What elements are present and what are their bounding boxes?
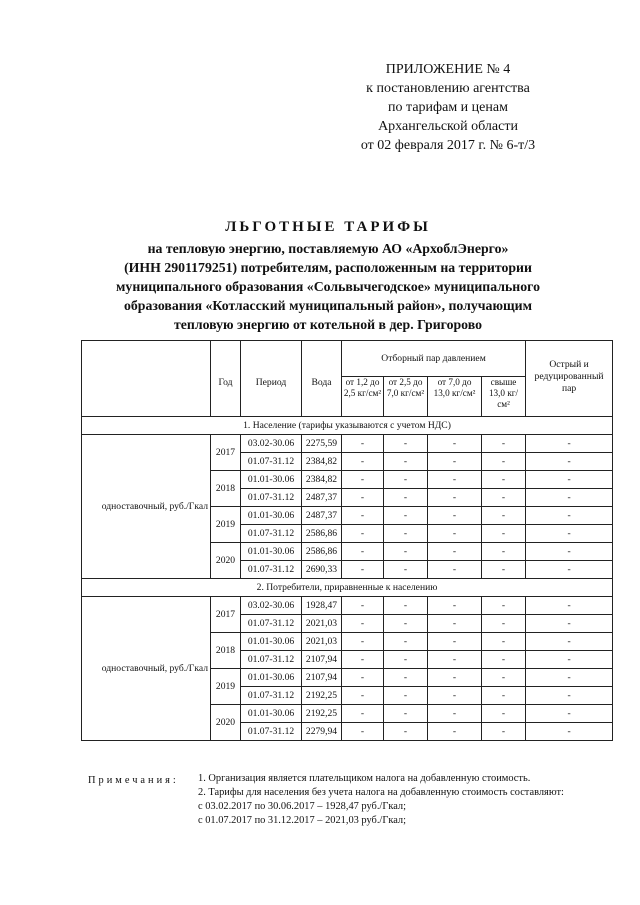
dash-cell: - <box>342 525 384 543</box>
notes-label: Примечания: <box>88 775 179 786</box>
dash-cell: - <box>428 471 482 489</box>
year-cell: 2018 <box>211 471 241 507</box>
dash-cell: - <box>482 687 526 705</box>
dash-cell: - <box>526 435 613 453</box>
dash-cell: - <box>384 453 428 471</box>
title-line: муниципального образования «Сольвычегодское» муниципального <box>116 279 540 294</box>
water-tariff-cell: 1928,47 <box>302 597 342 615</box>
dash-cell: - <box>526 543 613 561</box>
water-tariff-cell: 2275,59 <box>302 435 342 453</box>
dash-cell: - <box>428 489 482 507</box>
dash-cell: - <box>428 615 482 633</box>
dash-cell: - <box>482 723 526 741</box>
title-line: образования «Котласский муниципальный район», получающим <box>123 298 532 313</box>
header-steam: Отборный пар давлением <box>342 341 526 377</box>
water-tariff-cell: 2586,86 <box>302 525 342 543</box>
note-item: с 01.07.2017 по 31.12.2017 – 2021,03 руб./Гкал; <box>198 815 406 826</box>
row-label: одноставочный, руб./Гкал <box>82 435 211 579</box>
dash-cell: - <box>482 705 526 723</box>
period-cell: 01.07-31.12 <box>241 687 302 705</box>
note-item: с 03.02.2017 по 30.06.2017 – 1928,47 руб./Гкал; <box>198 801 406 812</box>
dash-cell: - <box>526 723 613 741</box>
dash-cell: - <box>526 615 613 633</box>
dash-cell: - <box>342 651 384 669</box>
dash-cell: - <box>428 633 482 651</box>
appendix-header <box>328 60 568 155</box>
water-tariff-cell: 2384,82 <box>302 453 342 471</box>
water-tariff-cell: 2487,37 <box>302 507 342 525</box>
dash-cell: - <box>384 651 428 669</box>
dash-cell: - <box>526 561 613 579</box>
dash-cell: - <box>526 471 613 489</box>
dash-cell: - <box>428 597 482 615</box>
dash-cell: - <box>482 633 526 651</box>
dash-cell: - <box>526 633 613 651</box>
dash-cell: - <box>384 705 428 723</box>
header-sharp-steam: Острый и редуцированный пар <box>526 341 613 417</box>
dash-cell: - <box>342 561 384 579</box>
dash-cell: - <box>526 705 613 723</box>
table-row <box>82 435 613 453</box>
dash-cell: - <box>428 453 482 471</box>
period-cell: 01.07-31.12 <box>241 723 302 741</box>
dash-cell: - <box>384 669 428 687</box>
water-tariff-cell: 2586,86 <box>302 543 342 561</box>
period-cell: 03.02-30.06 <box>241 597 302 615</box>
header-period: Период <box>241 341 302 417</box>
appendix-number: ПРИЛОЖЕНИЕ № 4 <box>385 62 511 77</box>
period-cell: 01.07-31.12 <box>241 489 302 507</box>
header-pressure-3: от 7,0 до 13,0 кг/см² <box>428 377 482 417</box>
dash-cell: - <box>428 525 482 543</box>
year-cell: 2019 <box>211 669 241 705</box>
dash-cell: - <box>482 543 526 561</box>
water-tariff-cell: 2107,94 <box>302 669 342 687</box>
dash-cell: - <box>342 507 384 525</box>
period-cell: 01.01-30.06 <box>241 705 302 723</box>
note-item: 2. Тарифы для населения без учета налога на добавленную стоимость составляют: <box>198 787 564 798</box>
dash-cell: - <box>526 489 613 507</box>
dash-cell: - <box>342 723 384 741</box>
dash-cell: - <box>342 687 384 705</box>
dash-cell: - <box>384 471 428 489</box>
dash-cell: - <box>428 543 482 561</box>
dash-cell: - <box>342 669 384 687</box>
dash-cell: - <box>342 471 384 489</box>
water-tariff-cell: 2021,03 <box>302 633 342 651</box>
period-cell: 01.01-30.06 <box>241 471 302 489</box>
dash-cell: - <box>342 615 384 633</box>
title-main: ЛЬГОТНЫЕ ТАРИФЫ <box>225 219 431 235</box>
period-cell: 01.01-30.06 <box>241 543 302 561</box>
year-cell: 2017 <box>211 435 241 471</box>
dash-cell: - <box>482 597 526 615</box>
appendix-line: Архангельской области <box>378 119 518 134</box>
table-body <box>82 417 613 741</box>
water-tariff-cell: 2192,25 <box>302 705 342 723</box>
dash-cell: - <box>428 651 482 669</box>
period-cell: 01.01-30.06 <box>241 633 302 651</box>
year-cell: 2020 <box>211 705 241 741</box>
dash-cell: - <box>526 453 613 471</box>
section-title: 1. Население (тарифы указываются с учетом НДС) <box>82 417 613 435</box>
dash-cell: - <box>482 435 526 453</box>
dash-cell: - <box>526 651 613 669</box>
dash-cell: - <box>342 453 384 471</box>
appendix-date: от 02 февраля 2017 г. № 6-т/3 <box>360 138 536 153</box>
water-tariff-cell: 2487,37 <box>302 489 342 507</box>
dash-cell: - <box>482 507 526 525</box>
dash-cell: - <box>342 597 384 615</box>
section-row <box>82 417 613 435</box>
dash-cell: - <box>384 507 428 525</box>
dash-cell: - <box>428 435 482 453</box>
appendix-line: к постановлению агентства <box>366 81 530 96</box>
section-title: 2. Потребители, приравненные к населению <box>82 579 613 597</box>
title-line: (ИНН 2901179251) потребителям, расположенным на территории <box>124 260 532 275</box>
section-row <box>82 579 613 597</box>
dash-cell: - <box>428 723 482 741</box>
water-tariff-cell: 2690,33 <box>302 561 342 579</box>
table-row <box>82 597 613 615</box>
dash-cell: - <box>342 543 384 561</box>
dash-cell: - <box>482 669 526 687</box>
dash-cell: - <box>526 687 613 705</box>
period-cell: 01.07-31.12 <box>241 453 302 471</box>
dash-cell: - <box>526 507 613 525</box>
header-water: Вода <box>302 341 342 417</box>
dash-cell: - <box>342 705 384 723</box>
notes <box>88 772 608 828</box>
dash-cell: - <box>526 669 613 687</box>
dash-cell: - <box>384 561 428 579</box>
dash-cell: - <box>384 489 428 507</box>
year-cell: 2020 <box>211 543 241 579</box>
water-tariff-cell: 2107,94 <box>302 651 342 669</box>
header-empty <box>82 341 211 417</box>
year-cell: 2017 <box>211 597 241 633</box>
period-cell: 01.07-31.12 <box>241 651 302 669</box>
period-cell: 01.07-31.12 <box>241 615 302 633</box>
dash-cell: - <box>428 507 482 525</box>
dash-cell: - <box>384 723 428 741</box>
dash-cell: - <box>342 435 384 453</box>
water-tariff-cell: 2021,03 <box>302 615 342 633</box>
dash-cell: - <box>384 543 428 561</box>
water-tariff-cell: 2384,82 <box>302 471 342 489</box>
header-pressure-4: свыше 13,0 кг/см² <box>482 377 526 417</box>
dash-cell: - <box>384 687 428 705</box>
dash-cell: - <box>384 633 428 651</box>
tariffs-table <box>81 340 613 741</box>
header-year: Год <box>211 341 241 417</box>
dash-cell: - <box>428 705 482 723</box>
dash-cell: - <box>428 669 482 687</box>
dash-cell: - <box>342 489 384 507</box>
dash-cell: - <box>384 615 428 633</box>
dash-cell: - <box>384 435 428 453</box>
period-cell: 03.02-30.06 <box>241 435 302 453</box>
notes-body <box>198 772 608 828</box>
dash-cell: - <box>384 597 428 615</box>
title-line: на тепловую энергию, поставляемую АО «АрхоблЭнерго» <box>147 241 509 256</box>
dash-cell: - <box>526 525 613 543</box>
dash-cell: - <box>482 471 526 489</box>
dash-cell: - <box>428 687 482 705</box>
water-tariff-cell: 2192,25 <box>302 687 342 705</box>
document-title <box>86 218 570 334</box>
dash-cell: - <box>428 561 482 579</box>
dash-cell: - <box>526 597 613 615</box>
row-label: одноставочный, руб./Гкал <box>82 597 211 741</box>
period-cell: 01.07-31.12 <box>241 561 302 579</box>
year-cell: 2019 <box>211 507 241 543</box>
period-cell: 01.01-30.06 <box>241 507 302 525</box>
dash-cell: - <box>482 525 526 543</box>
title-line: тепловую энергию от котельной в дер. Григорово <box>174 317 482 332</box>
header-pressure-2: от 2,5 до 7,0 кг/см² <box>384 377 428 417</box>
water-tariff-cell: 2279,94 <box>302 723 342 741</box>
dash-cell: - <box>384 525 428 543</box>
period-cell: 01.01-30.06 <box>241 669 302 687</box>
header-pressure-1: от 1,2 до 2,5 кг/см² <box>342 377 384 417</box>
dash-cell: - <box>342 633 384 651</box>
appendix-line: по тарифам и ценам <box>388 100 508 115</box>
period-cell: 01.07-31.12 <box>241 525 302 543</box>
dash-cell: - <box>482 615 526 633</box>
dash-cell: - <box>482 651 526 669</box>
dash-cell: - <box>482 489 526 507</box>
dash-cell: - <box>482 561 526 579</box>
dash-cell: - <box>482 453 526 471</box>
note-item: 1. Организация является плательщиком налога на добавленную стоимость. <box>198 773 531 784</box>
year-cell: 2018 <box>211 633 241 669</box>
